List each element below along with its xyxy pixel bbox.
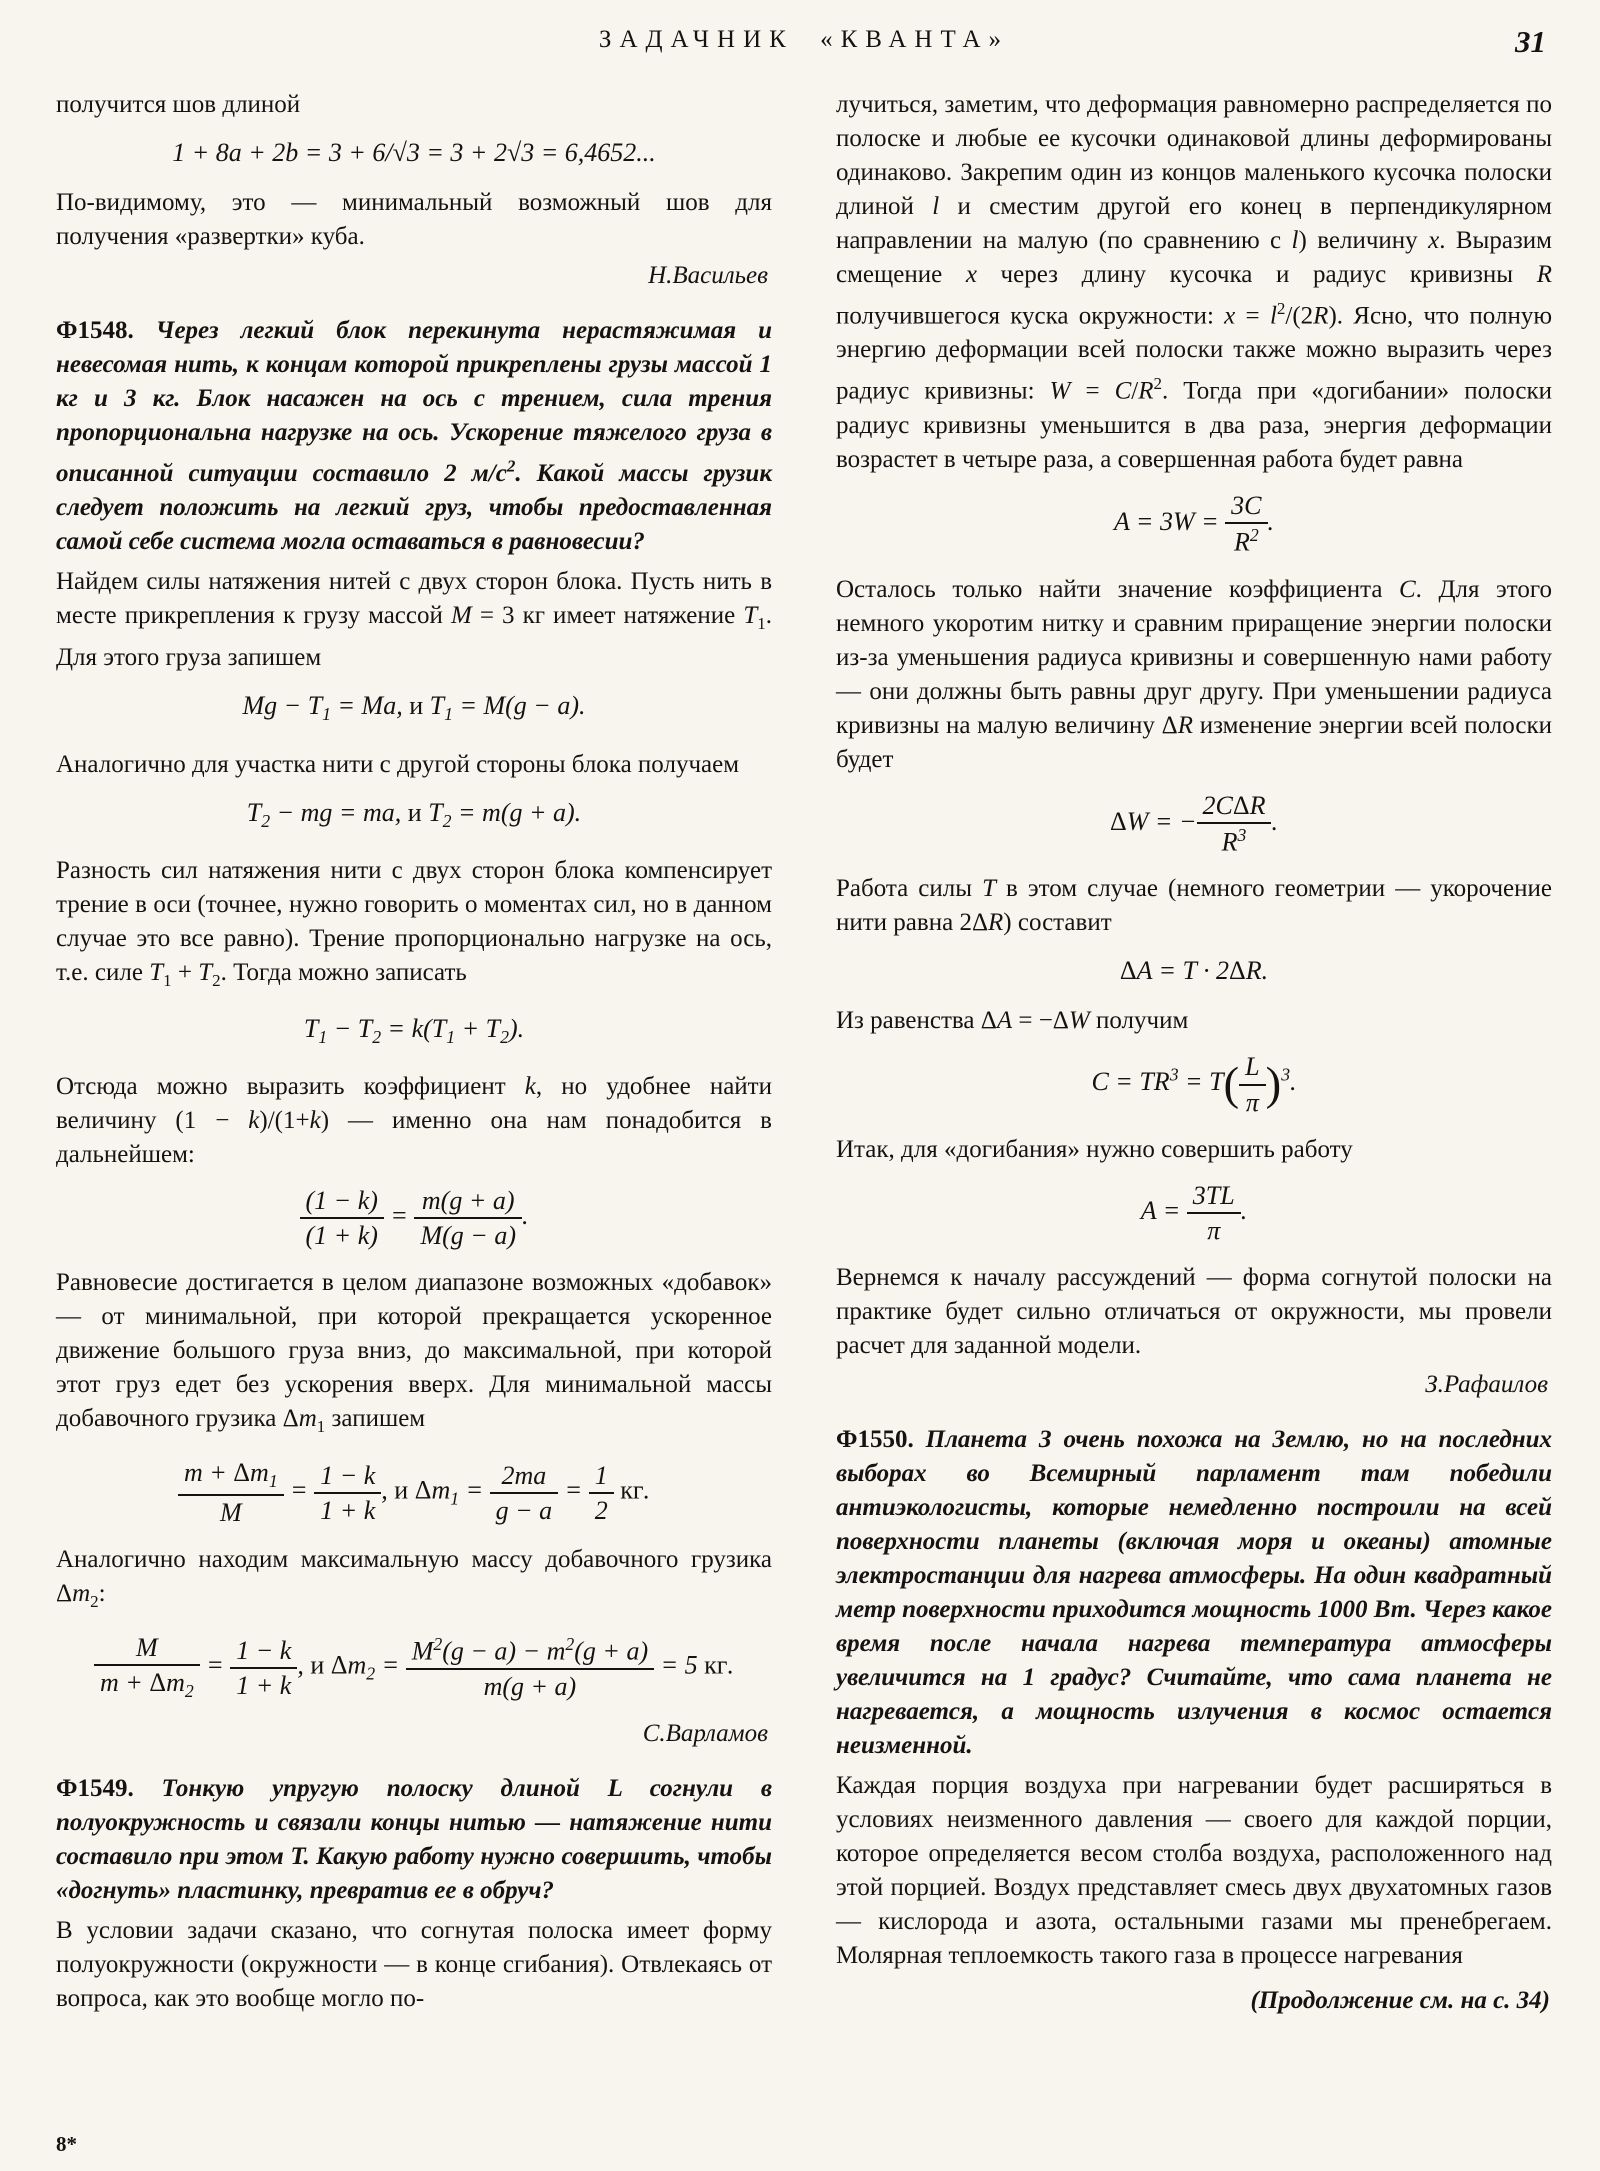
display-formula-f1549-eq1: A = 3W = $\frac{3C}{R^2}$ . (1113, 490, 1274, 557)
solution-paragraph: Найдем силы натяжения нитей с двух сторон блока. Пусть нить в месте прикрепления к грузу массой M = 3 кг имеет натяжение $T_1$. Для этого груза запишем (56, 568, 772, 672)
display-formula-f1548-eq4: $\frac{(1 - k)}{(1 + k)}$ = $\frac{m(g + a)}{M(g - a)}$ . (56, 1186, 772, 1250)
problem-number-f1550: Ф1550. (836, 1425, 914, 1453)
author-signature-vasiliev: Н.Васильев (648, 262, 768, 289)
problem-statement-f1550: Планета З очень похожа на Землю, но на последних выборах во Всемирный парламент там победили антиэкологисты, которые немедленно построили на всей поверхности планеты (включая моря и океаны) атомные электростанции для нагрева атмосферы. На один квадратный метр поверхности приходится мощность 1000 Вт. Через какое время после начала нагрева температура атмосферы увеличится на 1 градус? Считайте, что сама планета не нагревается, а мощность излучения в космос остается неизменной. (836, 1425, 1553, 1759)
display-formula-f1548-eq3: $T_1 - T_2 = k(T_1 + T_2)$. (303, 1013, 525, 1047)
problem-f1548 (56, 314, 772, 559)
display-formula-f1549-eq4: $C = TR^3 = T$( $\frac{L}{\pi}$ )$^3$. (1091, 1052, 1297, 1117)
display-formula-f1548-eq6: $\frac{M}{m + \Delta m_2}$ = $\frac{1 - k}{1 + k}$ , и $\Delta m_2$ = $\frac{M^2(g - a) - m^2(g + a)}{m(g + a)}$ = 5 кг. (56, 1633, 772, 1702)
intro-conclusion-paragraph: По-видимому, это — минимальный возможный шов для получения «развертки» куба. (56, 189, 772, 250)
author-signature-varlamov: С.Варламов (642, 1720, 768, 1748)
problem-number-f1549: Ф1549. (56, 1775, 134, 1803)
printers-signature-mark: 8* (56, 2132, 77, 2156)
solution-paragraph: Равновесие достигается в целом диапазоне возможных «добавок» — от минимальной, при которой прекращается ускоренное движение большого груза вниз, до максимальной, при которой этот груз едет без ускорения вверх. Для минимальной массы добавочного грузика $\Delta m_1$ запишем (56, 1269, 772, 1437)
display-formula-f1548-eq5: $\frac{m + \Delta m_1}{M}$ = $\frac{1 - k}{1 + k}$ , и $\Delta m_1$ = $\frac{2ma}{g - a}$ = $\frac{1}{2}$ кг. (56, 1458, 772, 1527)
solution-paragraph: Аналогично для участка нити с другой стороны блока получаем (56, 750, 740, 778)
problem-statement-f1548: Через легкий блок перекинута нерастяжимая и невесомая нить, к концам которой прикреплены грузы массой 1 кг и 3 кг. Блок насажен на ось с трением, сила трения пропорциональна нагрузке на ось. Ускорение тяжелого груза в описанной ситуации составило 2 $м/с^2$. Какой массы грузик следует положить на легкий груз, чтобы предоставленная самой себе система могла оставаться в равновесии? (56, 317, 773, 556)
intro-formula: 1 + 8a + 2b = 3 + 6/√3 = 3 + 2√3 = 6,4652... (172, 138, 656, 167)
solution-paragraph: Осталось только найти значение коэффициента C. Для этого немного укоротим нитку и сравним приращение энергии полоски из-за уменьшения радиуса кривизны и совершенную нами работу — они должны быть равны друг другу. При уменьшении радиуса кривизны на малую величину ΔR изменение энергии всей полоски будет (836, 575, 1553, 773)
page-number: 31 (1515, 24, 1546, 59)
display-formula-f1549-eq3: ΔA = T · 2ΔR. (1119, 956, 1269, 986)
problem-statement-f1549: Тонкую упругую полоску длиной L согнули в полуокружность и связали концы нитью — натяжение нити составило при этом T. Какую работу нужно совершить, чтобы «догнуть» пластинку, превратив ее в обруч? (56, 1775, 773, 1905)
two-column-layout (56, 88, 1552, 2022)
problem-number-f1548: Ф1548. (56, 317, 134, 344)
solution-paragraph: В условии задачи сказано, что согнутая полоска имеет форму полуокружности (окружности — в конце сгибания). Отвлекаясь от вопроса, как это вообще могло по- (56, 1917, 772, 2013)
journal-title: ЗАДАЧНИК «КВАНТА» (598, 26, 1010, 53)
solution-paragraph: лучиться, заметим, что деформация равномерно распределяется по полоске и любые ее кусочки одинаковой длины деформированы одинаково. Закрепим один из концов маленького кусочка полоски длиной l и сместим другой его конец в перпендикулярном направлении на малую (по сравнению с l) величину x. Выразим смещение x через длину кусочка и радиус кривизны R получившегося куска окружности: $x = l^2/(2R)$. Ясно, что полную энергию деформации всей полоски также можно выразить через радиус кривизны: $W = C/R^2$. Тогда при «догибании» полоски радиус кривизны уменьшится в два раза, энергия деформации возрастет в четыре раза, а совершенная работа будет равна (836, 91, 1552, 473)
problem-f1550 (836, 1423, 1552, 1763)
column-gap (772, 88, 836, 2022)
solution-paragraph: Аналогично находим максимальную массу добавочного грузика $\Delta m_2$: (56, 1546, 772, 1612)
solution-paragraph: Из равенства ΔA = −ΔW получим (836, 1007, 1189, 1035)
author-signature-rafailov: З.Рафаилов (1425, 1370, 1548, 1398)
display-formula-f1549-eq5: A = $\frac{3TL}{\pi}$ . (1140, 1180, 1248, 1245)
right-column (836, 88, 1552, 2022)
display-formula-f1548-eq2: $T_2$ − mg = ma, и $T_2 = m(g + a)$. (246, 797, 582, 831)
solution-paragraph: Итак, для «догибания» нужно совершить работу (836, 1135, 1353, 1163)
solution-paragraph: Работа силы T в этом случае (немного геометрии — укорочение нити равна 2ΔR) составит (836, 875, 1552, 937)
display-formula-f1548-eq1: $Mg - T_1 = Ma$, и $T_1 = M(g - a)$. (242, 691, 586, 725)
display-formula-f1549-eq2: ΔW = − $\frac{\text{2CΔR}}{R^3}$ . (1110, 790, 1278, 857)
solution-paragraph: Отсюда можно выразить коэффициент k, но удобнее найти величину (1 − k)/(1+k) — именно она нам понадобится в дальнейшем: (56, 1072, 772, 1168)
intro-lead-paragraph: получится шов длиной (56, 91, 301, 118)
solution-paragraph: Разность сил натяжения нити с двух сторон блока компенсирует трение в оси (точнее, нужно говорить о моментах сил, но в данном случае это все равно). Трение пропорционально нагрузке на ось, т.е. силе $T_1 + T_2$. Тогда можно записать (56, 856, 772, 990)
solution-paragraph: Вернемся к началу рассуждений — форма согнутой полоски на практике будет сильно отличаться от окружности, мы провели расчет для заданной модели. (836, 1263, 1552, 1359)
continuation-note: (Продолжение см. на с. 34) (1250, 1986, 1550, 2014)
page-header (56, 24, 1552, 68)
problem-f1549 (56, 1772, 772, 1908)
solution-paragraph: Каждая порция воздуха при нагревании будет расширяться в условиях неизменного давления — своего для каждой порции, которое определяется весом столба воздуха, расположенного над этой порцией. Воздух представляет смесь двух двухатомных газов — кислорода и азота, остальными газами мы пренебрегаем. Молярная теплоемкость такого газа в процессе нагревания (836, 1771, 1552, 1969)
left-column (56, 88, 772, 2022)
